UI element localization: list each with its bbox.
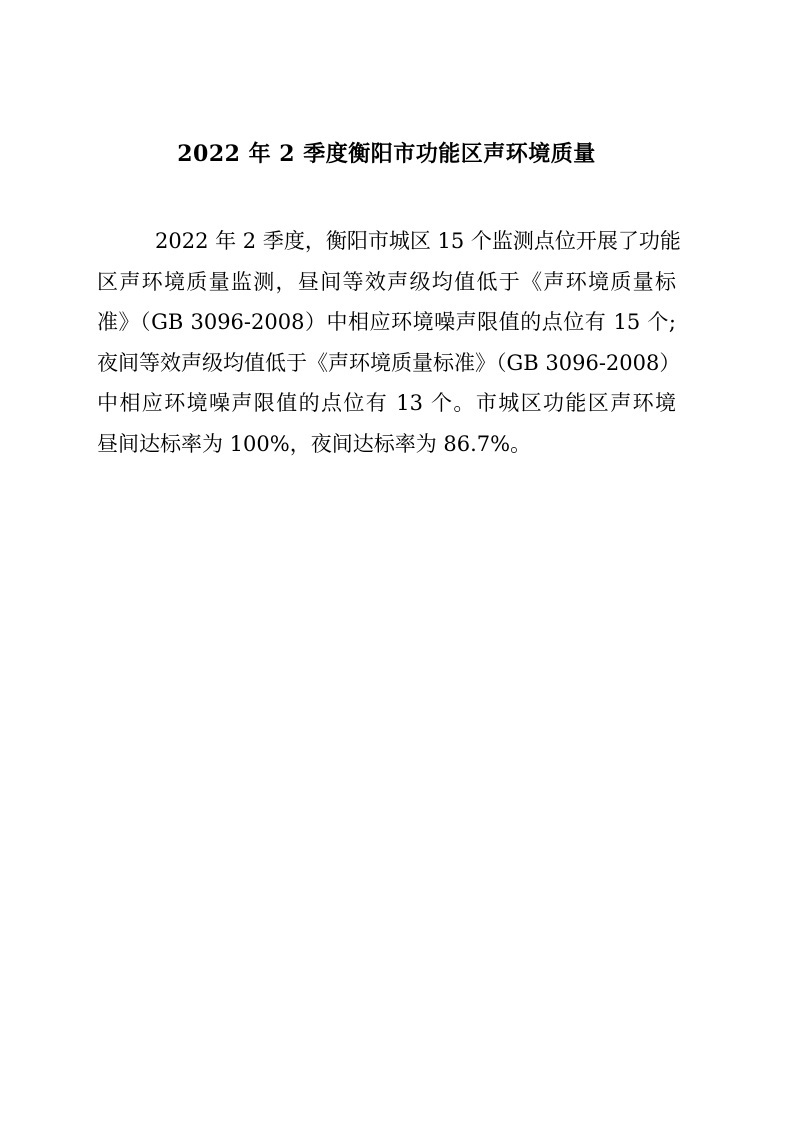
- paragraph-line: 夜间等效声级均值低于《声环境质量标准》（GB 3096-2008）: [97, 350, 681, 375]
- paragraph-line: 昼间达标率为 100%，夜间达标率为 86.7%。: [97, 431, 532, 456]
- body-paragraph: [97, 221, 681, 464]
- paragraph-line: 中相应环境噪声限值的点位有 13 个。市城区功能区声环境: [97, 391, 676, 415]
- paragraph-line: 准》（GB 3096-2008）中相应环境噪声限值的点位有 15 个;: [97, 310, 676, 334]
- document-title: 2022 年 2 季度衡阳市功能区声环境质量: [177, 141, 596, 167]
- paragraph-line: 2022 年 2 季度，衡阳市城区 15 个监测点位开展了功能: [155, 229, 681, 253]
- paragraph-line: 区声环境质量监测，昼间等效声级均值低于《声环境质量标: [97, 269, 676, 294]
